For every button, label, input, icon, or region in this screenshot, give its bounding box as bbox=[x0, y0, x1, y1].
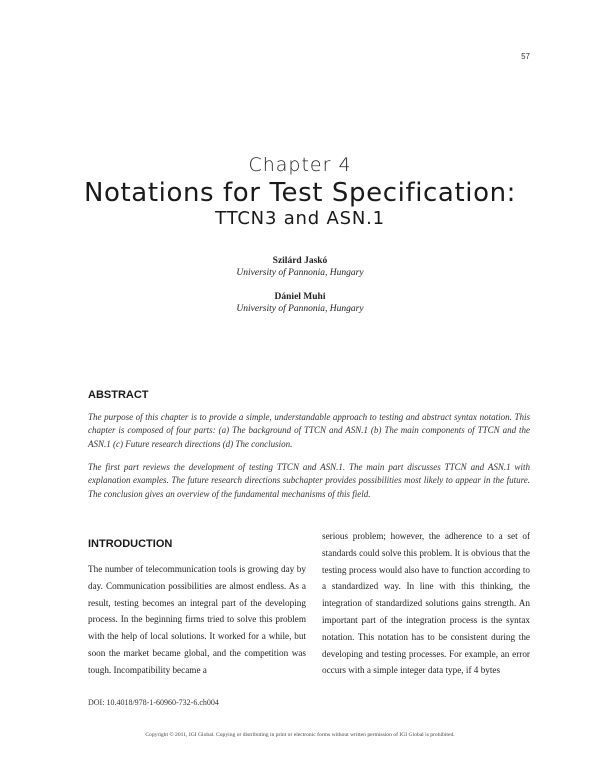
page-number: 57 bbox=[521, 52, 530, 61]
doi: DOI: 10.4018/978-1-60960-732-6.ch004 bbox=[88, 698, 219, 707]
author-affiliation: University of Pannonia, Hungary bbox=[236, 304, 364, 314]
author-affiliation: University of Pannonia, Hungary bbox=[236, 268, 364, 278]
copyright-notice: Copyright © 2011, IGI Global. Copying or distributing in print or electronic forms without written permission of IGI Global is prohibited. bbox=[145, 732, 455, 738]
introduction-heading: INTRODUCTION bbox=[88, 538, 173, 550]
author-name: Szilárd Jaskó bbox=[272, 256, 328, 266]
chapter-subtitle: TTCN3 and ASN.1 bbox=[215, 208, 385, 229]
abstract-paragraph: The purpose of this chapter is to provide a simple, understandable approach to testing and abstract syntax notation. This chapter is composed of four parts: (a) The background of TTCN and ASN.1 (b) The main components of TTCN and the ASN.1 (c) Future research directions (d) The conclusion. bbox=[88, 412, 530, 449]
body-column-right: serious problem; however, the adherence to a set of standards could solve this problem. It is obvious that the testing process would also have to function according to a standardized way. In line with this thinking, the integration of standardized solutions gains strength. An important part of the integration process is the syntax notation. This notation has to be consistent during the developing and testing processes. For example, an error occurs with a simple integer data type, if 4 bytes bbox=[322, 531, 530, 676]
author-name: Dániel Muhi bbox=[274, 292, 326, 302]
abstract-heading: ABSTRACT bbox=[88, 389, 149, 401]
chapter-label: Chapter 4 bbox=[248, 154, 352, 176]
abstract-paragraph: The first part reviews the development of testing TTCN and ASN.1. The main part discusses TTCN and ASN.1 with explanation examples. The future research directions subchapter provides possibilities most likely to appear in the future. The conclusion gives an overview of the fundamental mechanisms of this field. bbox=[88, 462, 530, 499]
body-column-left: The number of telecommunication tools is growing day by day. Communication possibilities are almost endless. As a result, testing becomes an integral part of the developing process. In the beginning firms tried to solve this problem with the help of local solutions. It worked for a while, but soon the market became global, and the competition was tough. Incompatibility became a bbox=[88, 564, 306, 675]
chapter-title: Notations for Test Specification: bbox=[83, 178, 517, 208]
